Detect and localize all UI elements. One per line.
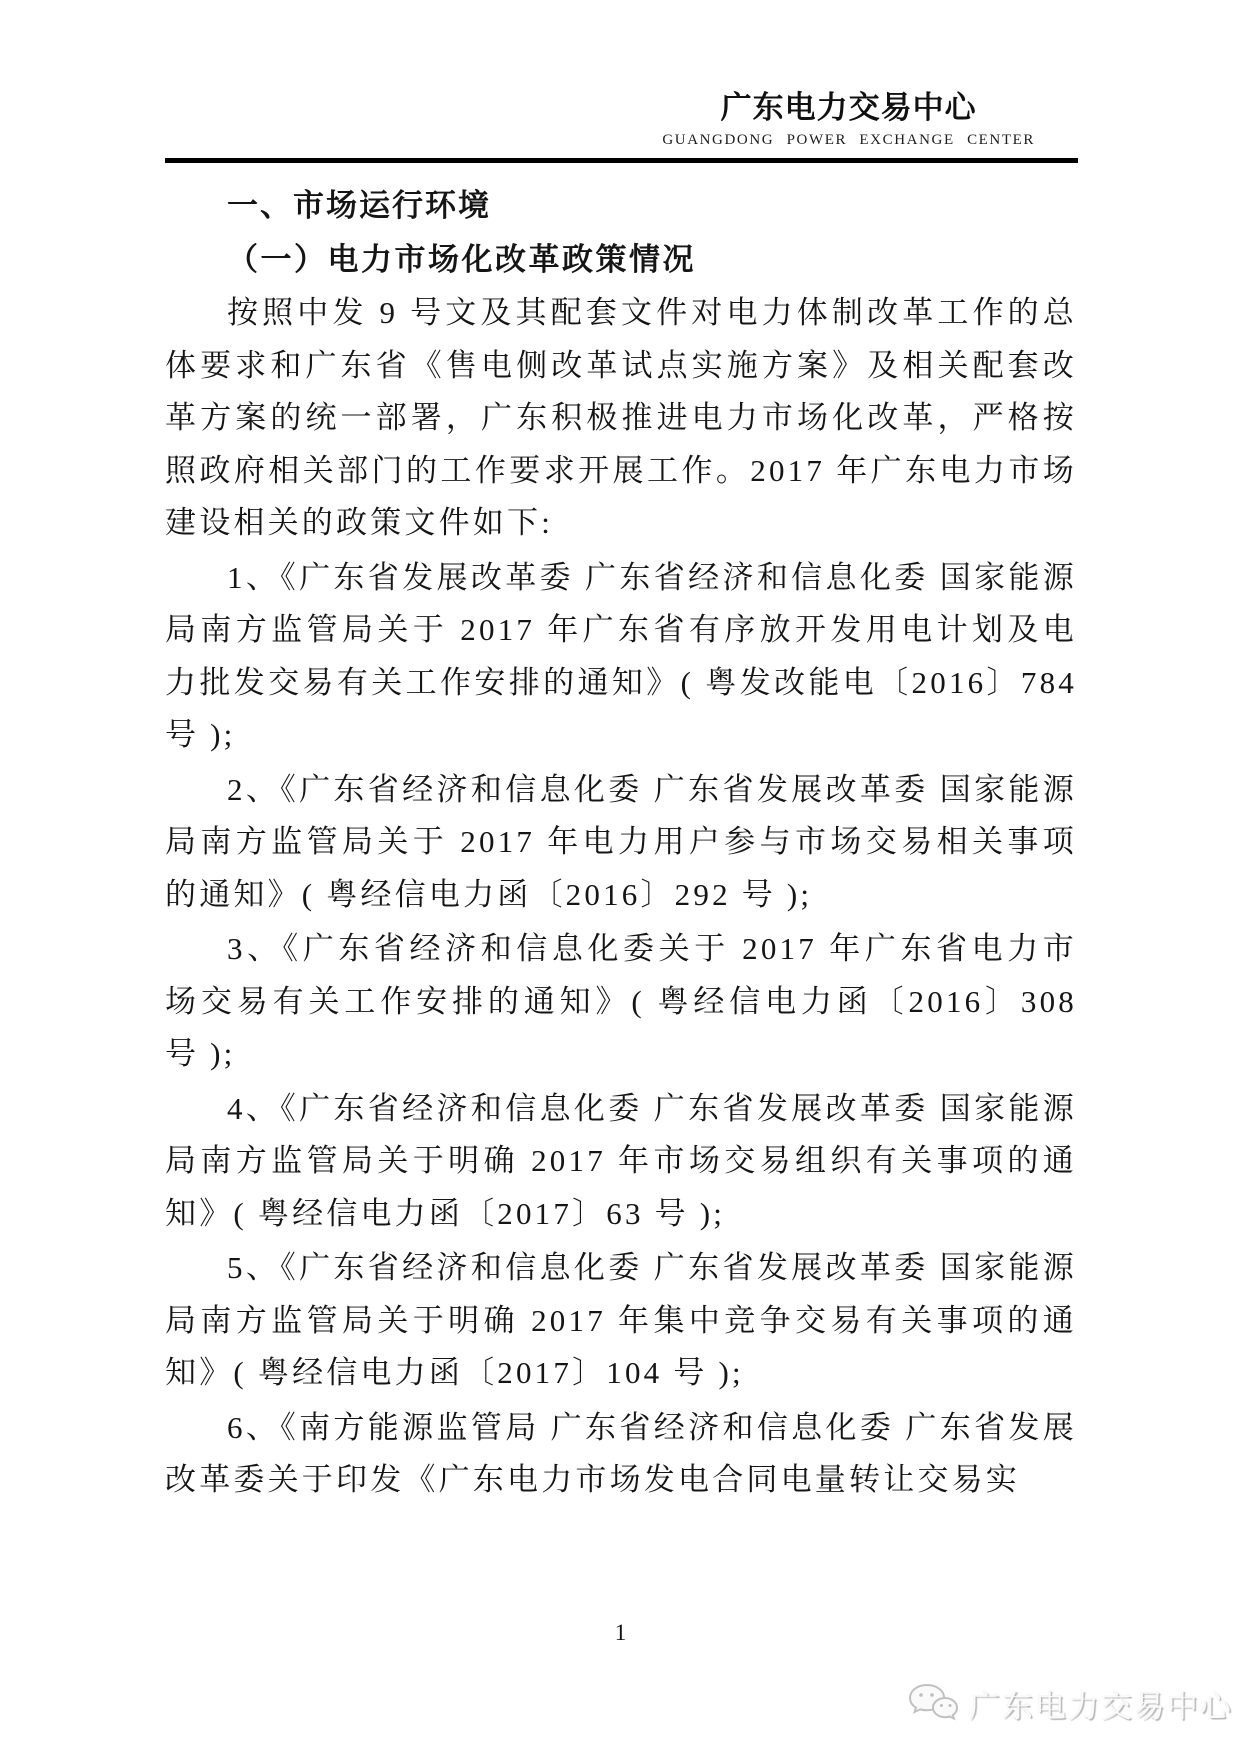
watermark (907, 1681, 1233, 1726)
intro-paragraph: 按照中发 9 号文及其配套文件对电力体制改革工作的总体要求和广东省《售电侧改革试点实施方案》及相关配套改革方案的统一部署，广东积极推进电力市场化改革，严格按照政府相关部门的工作要求开展工作。2017 年广东电力市场建设相关的政策文件如下: (165, 295, 1077, 540)
brand-title-chinese: 广东电力交易中心 (720, 90, 977, 125)
policy-item-2: 2、《广东省经济和信息化委 广东省发展改革委 国家能源局南方监管局关于 2017 年电力用户参与市场交易相关事项的通知》( 粤经信电力函〔2016〕292 号 ); (165, 771, 1077, 912)
header-divider-rule (165, 158, 1078, 163)
page-header (0, 0, 1241, 163)
document-body (165, 179, 1077, 1507)
wechat-icon (907, 1682, 959, 1726)
policy-item-6-truncated: 6、《南方能源监管局 广东省经济和信息化委 广东省发展改革委关于印发《广东电力市场发电合同电量转让交易实 (165, 1409, 1077, 1497)
subsection-heading: （一）电力市场化改革政策情况 (227, 242, 696, 277)
policy-item-1: 1、《广东省发展改革委 广东省经济和信息化委 国家能源局南方监管局关于 2017 年广东省有序放开发用电计划及电力批发交易有关工作安排的通知》( 粤发改能电〔2016〕784 号 ); (165, 559, 1077, 752)
policy-item-5: 5、《广东省经济和信息化委 广东省发展改革委 国家能源局南方监管局关于明确 2017 年集中竞争交易有关事项的通知》( 粤经信电力函〔2017〕104 号 ); (165, 1250, 1077, 1390)
policy-item-4: 4、《广东省经济和信息化委 广东省发展改革委 国家能源局南方监管局关于明确 2017 年市场交易组织有关事项的通知》( 粤经信电力函〔2017〕63 号 ); (165, 1090, 1077, 1231)
section-heading: 一、市场运行环境 (227, 188, 491, 223)
brand-title-english: GUANGDONG POWER EXCHANGE CENTER (662, 132, 1035, 148)
page-number: 1 (614, 1620, 627, 1645)
watermark-brand-text: 广东电力交易中心 (969, 1689, 1233, 1724)
brand-block (662, 82, 1035, 149)
policy-item-3: 3、《广东省经济和信息化委关于 2017 年广东省电力市场交易有关工作安排的通知》( 粤经信电力函〔2016〕308 号 ); (165, 931, 1077, 1071)
